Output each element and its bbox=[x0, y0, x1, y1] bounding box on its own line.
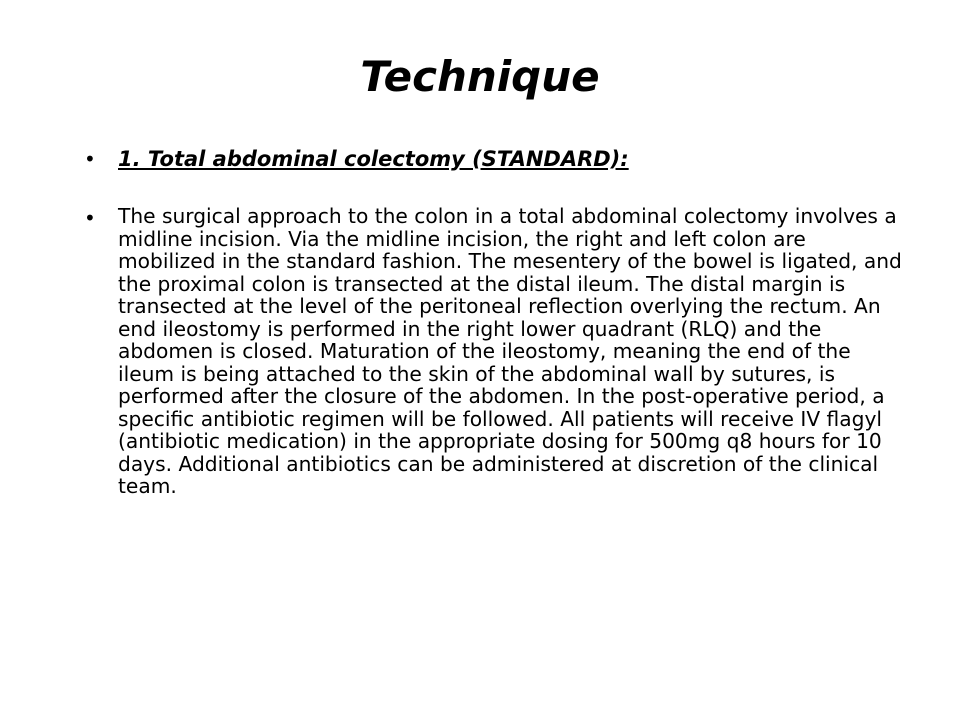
bullet-item-body bbox=[84, 205, 904, 498]
bullet-icon: • bbox=[84, 147, 96, 171]
bullet-item-heading bbox=[84, 146, 904, 173]
bullet-icon: • bbox=[84, 206, 96, 230]
bullet-list bbox=[84, 146, 904, 498]
slide-title: Technique bbox=[360, 52, 600, 101]
section-heading: 1. Total abdominal colectomy (STANDARD): bbox=[118, 147, 629, 171]
procedure-description: The surgical approach to the colon in a total abdominal colectomy involves a midline incision. Via the midline incision, the right and left colon are mobilized in the standard fashion. The mesentery of the bowel is ligated, and the proximal colon is transected at the distal ileum. The distal margin is transected at the level of the peritoneal reflection overlying the rectum. An end ileostomy is performed in the right lower quadrant (RLQ) and the abdomen is closed. Maturation of the ileostomy, meaning the end of the ileum is being attached to the skin of the abdominal wall by sutures, is performed after the closure of the abdomen. In the post-operative period, a specific antibiotic regimen will be followed. All patients will receive IV flagyl (antibiotic medication) in the appropriate dosing for 500mg q8 hours for 10 days. Additional antibiotics can be administered at discretion of the clinical team. bbox=[118, 204, 902, 498]
